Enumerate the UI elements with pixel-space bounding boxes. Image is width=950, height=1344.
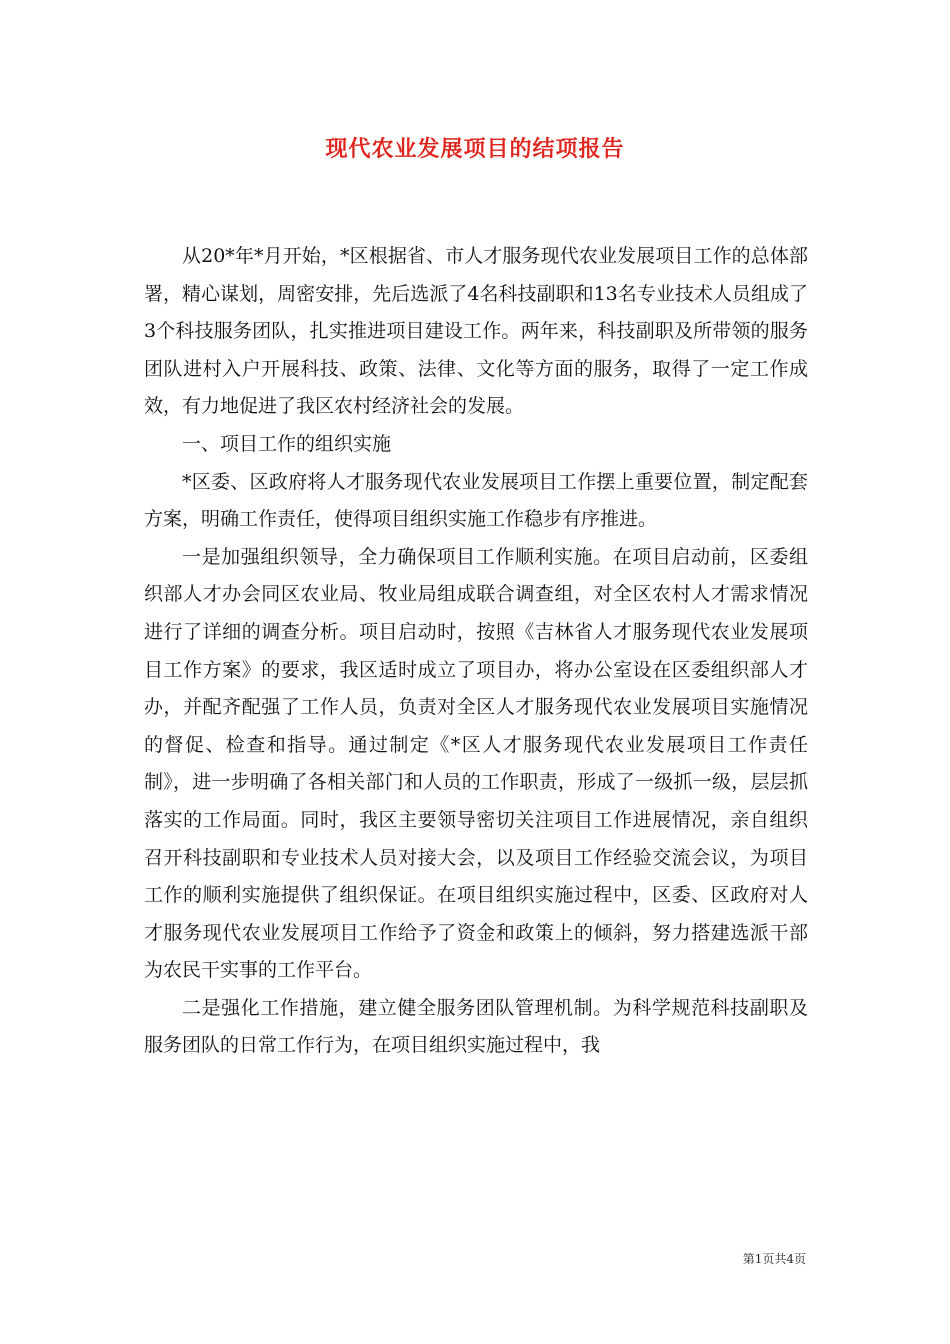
paragraph-overview: *区委、区政府将人才服务现代农业发展项目工作摆上重要位置，制定配套方案，明确工作责任，使得项目组织实施工作稳步有序推进。 [144,470,808,531]
paragraph-point-two: 二是强化工作措施，建立健全服务团队管理机制。为科学规范科技副职及服务团队的日常工作行为，在项目组织实施过程中，我 [144,996,808,1057]
page-number: 第1页共4页 [742,1252,806,1266]
paragraph-intro: 从20*年*月开始，*区根据省、市人才服务现代农业发展项目工作的总体部署，精心谋划，周密安排，先后选派了4名科技副职和13名专业技术人员组成了3个科技服务团队，扎实推进项目建设工作。两年来，科技副职及所带领的服务团队进村入户开展科技、政策、法律、文化等方面的服务，取得了一定工作成效，有力地促进了我区农村经济社会的发展。 [144,245,808,418]
paragraph-point-one: 一是加强组织领导，全力确保项目工作顺利实施。在项目启动前，区委组织部人才办会同区农业局、牧业局组成联合调查组，对全区农村人才需求情况进行了详细的调查分析。项目启动时，按照《吉林省人才服务现代农业发展项目工作方案》的要求，我区适时成立了项目办，将办公室设在区委组织部人才办，并配齐配强了工作人员，负责对全区人才服务现代农业发展项目实施情况的督促、检查和指导。通过制定《*区人才服务现代农业发展项目工作责任制》，进一步明确了各相关部门和人员的工作职责，形成了一级抓一级，层层抓落实的工作局面。同时，我区主要领导密切关注项目工作进展情况，亲自组织召开科技副职和专业技术人员对接大会，以及项目工作经验交流会议，为项目工作的顺利实施提供了组织保证。在项目组织实施过程中，区委、区政府对人才服务现代农业发展项目工作给予了资金和政策上的倾斜，努力搭建选派干部为农民干实事的工作平台。 [144,545,808,982]
document-body [144,238,808,1065]
section-heading: 一、项目工作的组织实施 [182,432,392,455]
document-title: 现代农业发展项目的结项报告 [325,136,625,162]
